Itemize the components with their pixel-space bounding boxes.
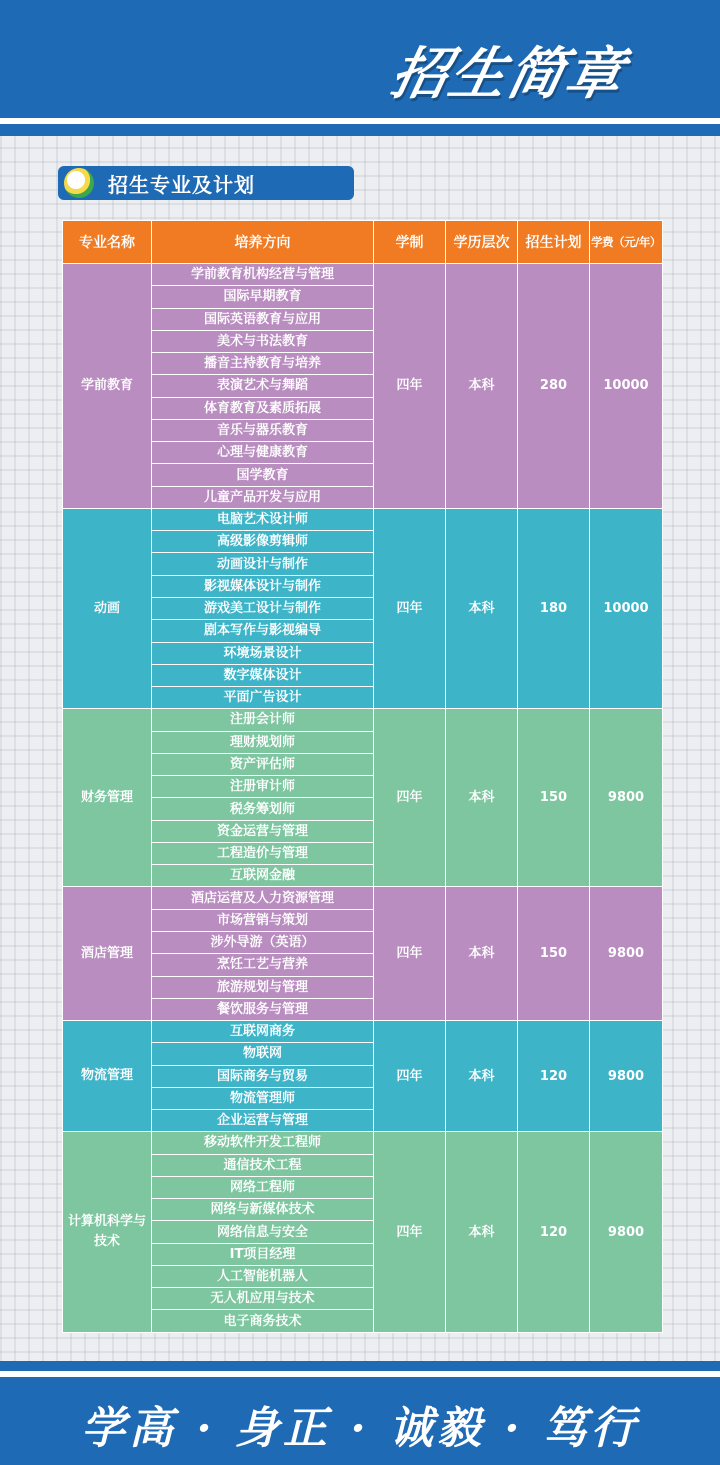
tuition-cell: 9800: [590, 709, 663, 887]
direction-cell: 体育教育及素质拓展: [152, 397, 374, 419]
direction-cell: 国际早期教育: [152, 286, 374, 308]
direction-cell: 美术与书法教育: [152, 330, 374, 352]
footer-stripe: [0, 1361, 720, 1371]
column-header: 学制: [374, 221, 446, 264]
direction-cell: 互联网商务: [152, 1021, 374, 1043]
table-row: [63, 1132, 663, 1154]
direction-cell: 电脑艺术设计师: [152, 508, 374, 530]
column-header: 培养方向: [152, 221, 374, 264]
direction-cell: 税务筹划师: [152, 798, 374, 820]
tuition-cell: 10000: [590, 264, 663, 509]
direction-cell: 餐饮服务与管理: [152, 998, 374, 1020]
tuition-cell: 9800: [590, 1021, 663, 1132]
direction-cell: 网络与新媒体技术: [152, 1199, 374, 1221]
duration-cell: 四年: [374, 508, 446, 708]
section-title: 招生专业及计划: [108, 172, 255, 197]
direction-cell: 平面广告设计: [152, 687, 374, 709]
direction-cell: 旅游规划与管理: [152, 976, 374, 998]
direction-cell: 网络信息与安全: [152, 1221, 374, 1243]
tuition-cell: 9800: [590, 887, 663, 1021]
direction-cell: 通信技术工程: [152, 1154, 374, 1176]
direction-cell: 酒店运营及人力资源管理: [152, 887, 374, 909]
direction-cell: 物联网: [152, 1043, 374, 1065]
direction-cell: 资金运营与管理: [152, 820, 374, 842]
direction-cell: 注册审计师: [152, 776, 374, 798]
direction-cell: 影视媒体设计与制作: [152, 575, 374, 597]
duration-cell: 四年: [374, 887, 446, 1021]
tuition-cell: 9800: [590, 1132, 663, 1332]
table-row: [63, 508, 663, 530]
direction-cell: 电子商务技术: [152, 1310, 374, 1332]
major-name-cell: 学前教育: [63, 264, 152, 509]
enrollment-cell: 120: [518, 1132, 590, 1332]
direction-cell: 物流管理师: [152, 1087, 374, 1109]
column-header: 招生计划: [518, 221, 590, 264]
direction-cell: 注册会计师: [152, 709, 374, 731]
direction-cell: 国学教育: [152, 464, 374, 486]
direction-cell: 工程造价与管理: [152, 842, 374, 864]
direction-cell: 烹饪工艺与营养: [152, 954, 374, 976]
major-name-cell: 酒店管理: [63, 887, 152, 1021]
direction-cell: 市场营销与策划: [152, 909, 374, 931]
direction-cell: 音乐与器乐教育: [152, 419, 374, 441]
header-stripe: [0, 124, 720, 136]
duration-cell: 四年: [374, 264, 446, 509]
table-row: [63, 1021, 663, 1043]
direction-cell: 国际英语教育与应用: [152, 308, 374, 330]
page-title: 招生简章: [385, 42, 631, 107]
major-name-cell: 物流管理: [63, 1021, 152, 1132]
direction-cell: 资产评估师: [152, 753, 374, 775]
level-cell: 本科: [446, 1132, 518, 1332]
major-name-cell: 动画: [63, 508, 152, 708]
direction-cell: 表演艺术与舞蹈: [152, 375, 374, 397]
direction-cell: 剧本写作与影视编导: [152, 620, 374, 642]
enrollment-cell: 280: [518, 264, 590, 509]
table-row: [63, 264, 663, 286]
enrollment-cell: 150: [518, 709, 590, 887]
direction-cell: 企业运营与管理: [152, 1110, 374, 1132]
column-header: 学费（元/年）: [590, 221, 663, 264]
direction-cell: 环境场景设计: [152, 642, 374, 664]
level-cell: 本科: [446, 1021, 518, 1132]
enrollment-cell: 120: [518, 1021, 590, 1132]
column-header: 专业名称: [63, 221, 152, 264]
duration-cell: 四年: [374, 1132, 446, 1332]
footer-motto: 学高 · 身正 · 诚毅 · 笃行: [81, 1403, 639, 1454]
direction-cell: 人工智能机器人: [152, 1265, 374, 1287]
major-name-cell: 计算机科学与技术: [63, 1132, 152, 1332]
direction-cell: 涉外导游（英语）: [152, 931, 374, 953]
direction-cell: 游戏美工设计与制作: [152, 597, 374, 619]
direction-cell: IT项目经理: [152, 1243, 374, 1265]
direction-cell: 儿童产品开发与应用: [152, 486, 374, 508]
section-header: [58, 166, 354, 200]
tuition-cell: 10000: [590, 508, 663, 708]
direction-cell: 心理与健康教育: [152, 442, 374, 464]
enrollment-cell: 180: [518, 508, 590, 708]
enrollment-table: [62, 220, 663, 1333]
major-name-cell: 财务管理: [63, 709, 152, 887]
level-cell: 本科: [446, 709, 518, 887]
table-row: [63, 887, 663, 909]
direction-cell: 网络工程师: [152, 1176, 374, 1198]
table-row: [63, 709, 663, 731]
school-logo-icon: [64, 168, 94, 198]
level-cell: 本科: [446, 887, 518, 1021]
direction-cell: 互联网金融: [152, 865, 374, 887]
column-header: 学历层次: [446, 221, 518, 264]
direction-cell: 数字媒体设计: [152, 664, 374, 686]
level-cell: 本科: [446, 264, 518, 509]
direction-cell: 移动软件开发工程师: [152, 1132, 374, 1154]
duration-cell: 四年: [374, 1021, 446, 1132]
direction-cell: 无人机应用与技术: [152, 1288, 374, 1310]
direction-cell: 国际商务与贸易: [152, 1065, 374, 1087]
enrollment-cell: 150: [518, 887, 590, 1021]
table-header-row: [63, 221, 663, 264]
level-cell: 本科: [446, 508, 518, 708]
direction-cell: 理财规划师: [152, 731, 374, 753]
direction-cell: 学前教育机构经营与管理: [152, 264, 374, 286]
duration-cell: 四年: [374, 709, 446, 887]
direction-cell: 动画设计与制作: [152, 553, 374, 575]
direction-cell: 播音主持教育与培养: [152, 353, 374, 375]
direction-cell: 高级影像剪辑师: [152, 531, 374, 553]
